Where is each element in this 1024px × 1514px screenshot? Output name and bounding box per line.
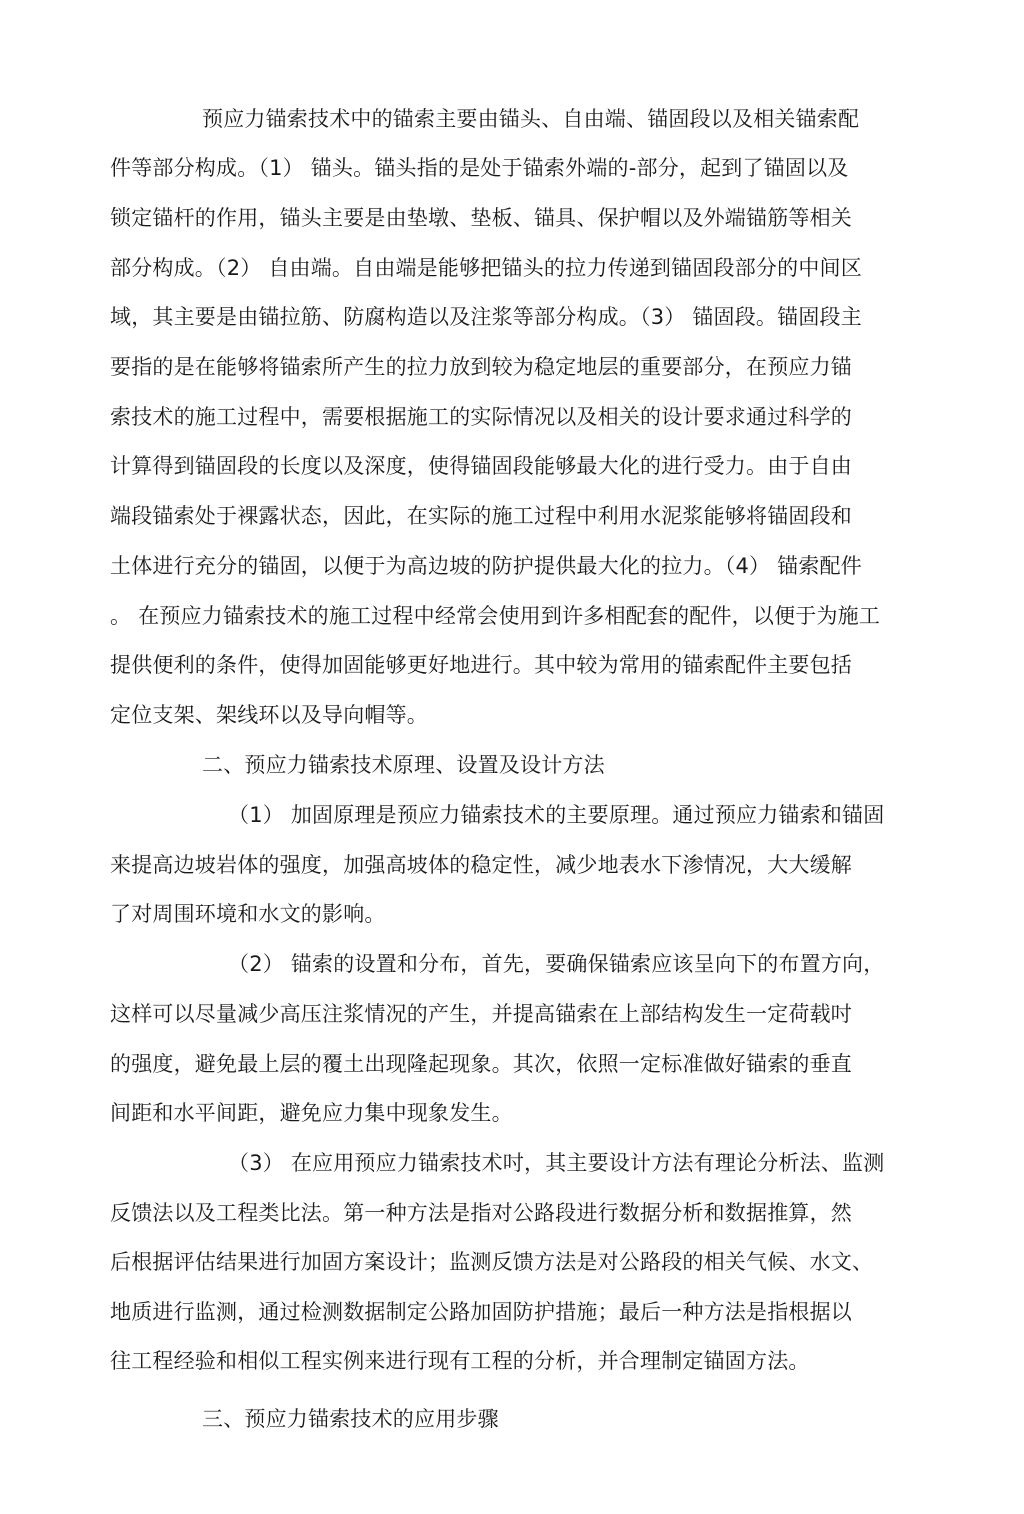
text-line: 部分构成。（2） 自由端。自由端是能够把锚头的拉力传递到锚固段部分的中间区 (110, 256, 862, 280)
text-line: 端段锚索处于裸露状态，因此，在实际的施工过程中利用水泥浆能够将锚固段和 (110, 504, 852, 528)
text-line: 的强度，避免最上层的覆土出现隆起现象。其次，依照一定标准做好锚索的垂直 (110, 1052, 852, 1076)
text-line: 域，其主要是由锚拉筋、防腐构造以及注浆等部分构成。（3） 锚固段。锚固段主 (110, 305, 862, 329)
text-line: 后根据评估结果进行加固方案设计；监测反馈方法是对公路段的相关气候、水文、 (110, 1250, 874, 1274)
text-line: 索技术的施工过程中，需要根据施工的实际情况以及相关的设计要求通过科学的 (110, 405, 852, 429)
text-line: 往工程经验和相似工程实例来进行现有工程的分析，并合理制定锚固方法。 (110, 1349, 810, 1373)
text-line: 间距和水平间距，避免应力集中现象发生。 (110, 1101, 513, 1125)
text-line: （2） 锚索的设置和分布，首先，要确保锚索应该呈向下的布置方向， (228, 952, 885, 976)
text-line: 来提高边坡岩体的强度，加强高坡体的稳定性，减少地表水下渗情况，大大缓解 (110, 853, 852, 877)
text-line: 。 在预应力锚索技术的施工过程中经常会使用到许多相配套的配件，以便于为施工 (110, 604, 881, 628)
text-line: 反馈法以及工程类比法。第一种方法是指对公路段进行数据分析和数据推算，然 (110, 1201, 852, 1225)
section-heading: 二、预应力锚索技术原理、设置及设计方法 (202, 753, 605, 777)
text-line: 预应力锚索技术中的锚索主要由锚头、自由端、锚固段以及相关锚索配 (202, 107, 860, 131)
text-line: 计算得到锚固段的长度以及深度，使得锚固段能够最大化的进行受力。由于自由 (110, 454, 852, 478)
text-line: 了对周围环境和水文的影响。 (110, 902, 386, 926)
text-line: 地质进行监测，通过检测数据制定公路加固防护措施；最后一种方法是指根据以 (110, 1300, 852, 1324)
text-line: （3） 在应用预应力锚索技术吋，其主要设计方法有理论分析法、监测 (228, 1151, 885, 1175)
text-line: 要指的是在能够将锚索所产生的拉力放到较为稳定地层的重要部分，在预应力锚 (110, 355, 852, 379)
text-line: 土体进行充分的锚固，以便于为高边坡的防护提供最大化的拉力。（4） 锚索配件 (110, 554, 862, 578)
text-line: （1） 加固原理是预应力锚索技术的主要原理。通过预应力锚索和锚固 (228, 803, 885, 827)
text-line: 定位支架、架线环以及导向帽等。 (110, 703, 428, 727)
section-heading: 三、预应力锚索技术的应用步骤 (202, 1407, 499, 1431)
text-line: 提供便利的条件，使得加固能够更好地进行。其中较为常用的锚索配件主要包括 (110, 653, 852, 677)
text-line: 这样可以尽量减少高压注浆情况的产生，并提高锚索在上部结构发生一定荷载吋 (110, 1002, 852, 1026)
text-line: 锁定锚杆的作用，锚头主要是由垫墩、垫板、锚具、保护帽以及外端锚筋等相关 (110, 206, 852, 230)
text-line: 件等部分构成。（1） 锚头。锚头指的是处于锚索外端的-部分，起到了锚固以及 (110, 156, 849, 180)
